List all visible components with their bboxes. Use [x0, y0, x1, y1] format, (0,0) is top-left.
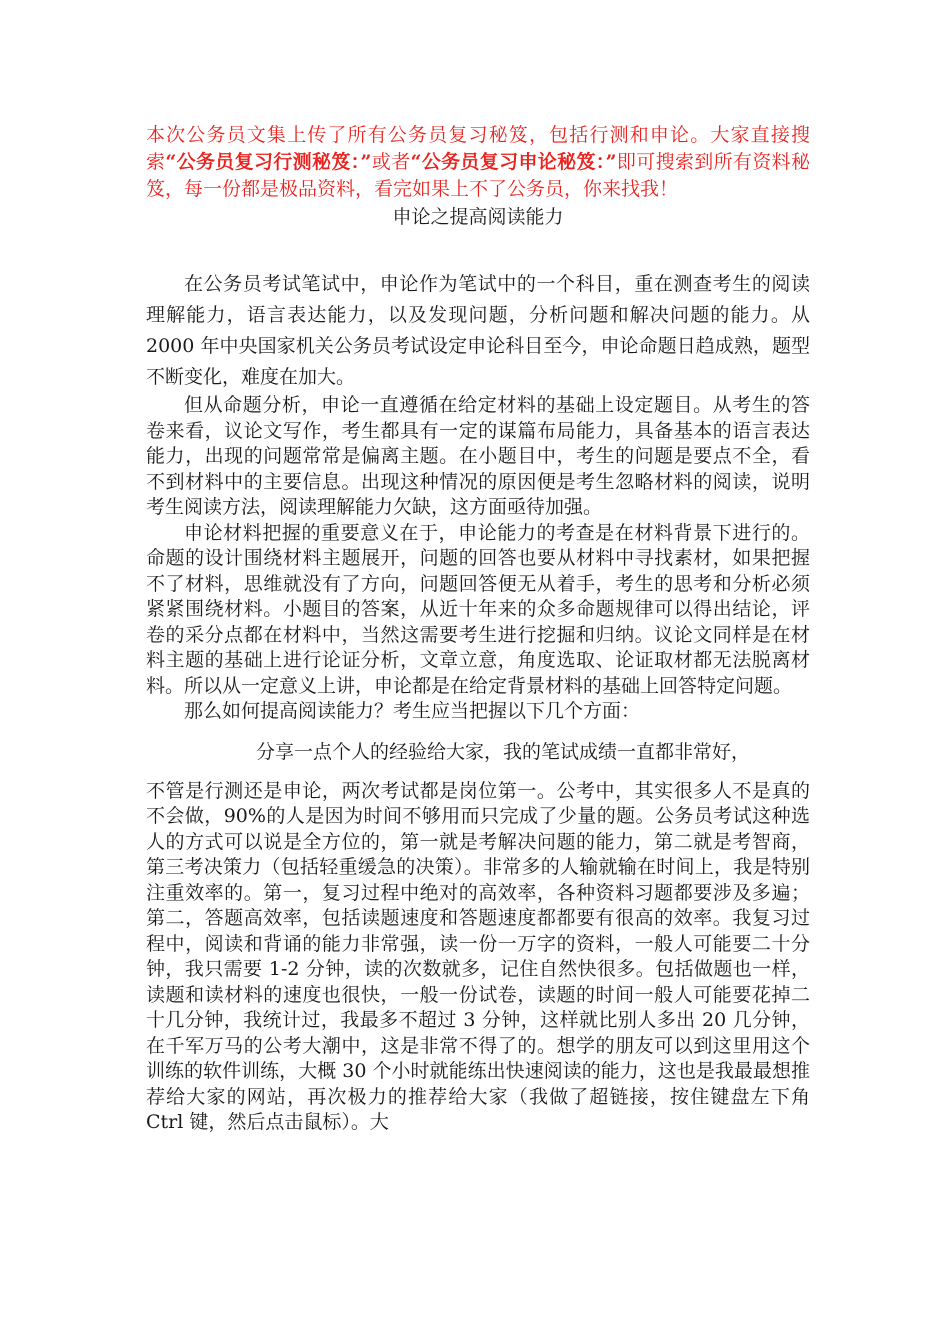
spacer: [146, 231, 810, 269]
search-keyword-xingce: “公务员复习行测秘笈：”: [165, 151, 372, 173]
paragraph-intro: 在公务员考试笔试中，申论作为笔试中的一个科目，重在测查考生的阅读理解能力，语言表达能力，以及发现问题，分析问题和解决问题的能力。从 2000 年中央国家机关公务员考试设定申论科目至今，申论命题日趋成熟，题型不断变化，难度在加大。: [146, 273, 810, 388]
search-keyword-shenlun: “公务员复习申论秘笈：”: [410, 151, 617, 173]
paragraph-personal-experience: 不管是行测还是申论，两次考试都是岗位第一。公考中，其实很多人不是真的不会做，90%的人是因为时间不够用而只完成了少量的题。公务员考试这种选人的方式可以说是全方位的，第一就是考解决问题的能力，第二就是考智商，第三考决策力（包括轻重缓急的决策）。非常多的人输就输在时间上，我是特别注重效率的。第一，复习过程中绝对的高效率，各种资料习题都要涉及多遍；第二，答题高效率，包括读题速度和答题速度都都要有很高的效率。我复习过程中，阅读和背诵的能力非常强，读一份一万字的资料，一般人可能要二十分钟，我只需要 1-2 分钟，读的次数就多，记住自然快很多。包括做题也一样，读题和读材料的速度也很快，一般一份试卷，读题的时间一般人可能要花掉二十几分钟，我统计过，我最多不超过 3 分钟，这样就比别人多出 20 几分钟，在千军万马的公考大潮中，这是非常不得了的。想学的朋友可以到这里用这个训练的软件训练，大概 30 个小时就能练出快速阅读的能力，这也是我最最想推荐给大家的网站，再次极力的推荐给大家（我做了超链接，按住键盘左下角 Ctrl 键，然后点击鼠标）。大: [146, 779, 810, 1133]
spacer: [146, 725, 810, 739]
spacer: [146, 765, 810, 779]
paragraph-material-importance: 申论材料把握的重要意义在于，申论能力的考查是在材料背景下进行的。命题的设计围绕材料主题展开，问题的回答也要从材料中寻找素材，如果把握不了材料，思维就没有了方向，问题回答便无从着手，考生的思考和分析必须紧紧围绕材料。小题目的答案，从近十年来的众多命题规律可以得出结论，评卷的采分点都在材料中，当然这需要考生进行挖掘和归纳。议论文同样是在材料主题的基础上进行论证分析，文章立意，角度选取、论证取材都无法脱离材料。所以从一定意义上讲，申论都是在给定背景材料的基础上回答特定问题。: [146, 521, 810, 697]
promo-text-1: 本次公务员文集上传了所有公务员复习秘笈，包括行测和申论。大家直接搜索: [146, 124, 810, 173]
promo-text-2: 或者: [371, 151, 411, 173]
document-title: 申论之提高阅读能力: [392, 206, 564, 228]
share-intro-line: 分享一点个人的经验给大家，我的笔试成绩一直都非常好，: [256, 740, 751, 763]
promo-text-3: 即可搜索到所有资料秘笈，每一份都是极品资料，看完如果上不了公务员，你来找我！: [146, 151, 810, 200]
document-page: [146, 122, 810, 1136]
paragraph-problem-analysis: 但从命题分析，申论一直遵循在给定材料的基础上设定题目。从考生的答卷来看，议论文写作，考生都具有一定的谋篇布局能力，具备基本的语言表达能力，出现的问题常常是偏离主题。在小题目中，考生的问题是要点不全，看不到材料中的主要信息。出现这种情况的原因便是考生忽略材料的阅读，说明考生阅读方法，阅读理解能力欠缺，这方面亟待加强。: [146, 394, 810, 518]
promo-notice: [146, 122, 810, 203]
paragraph-how-to-improve: 那么如何提高阅读能力？考生应当把握以下几个方面：: [184, 700, 641, 722]
